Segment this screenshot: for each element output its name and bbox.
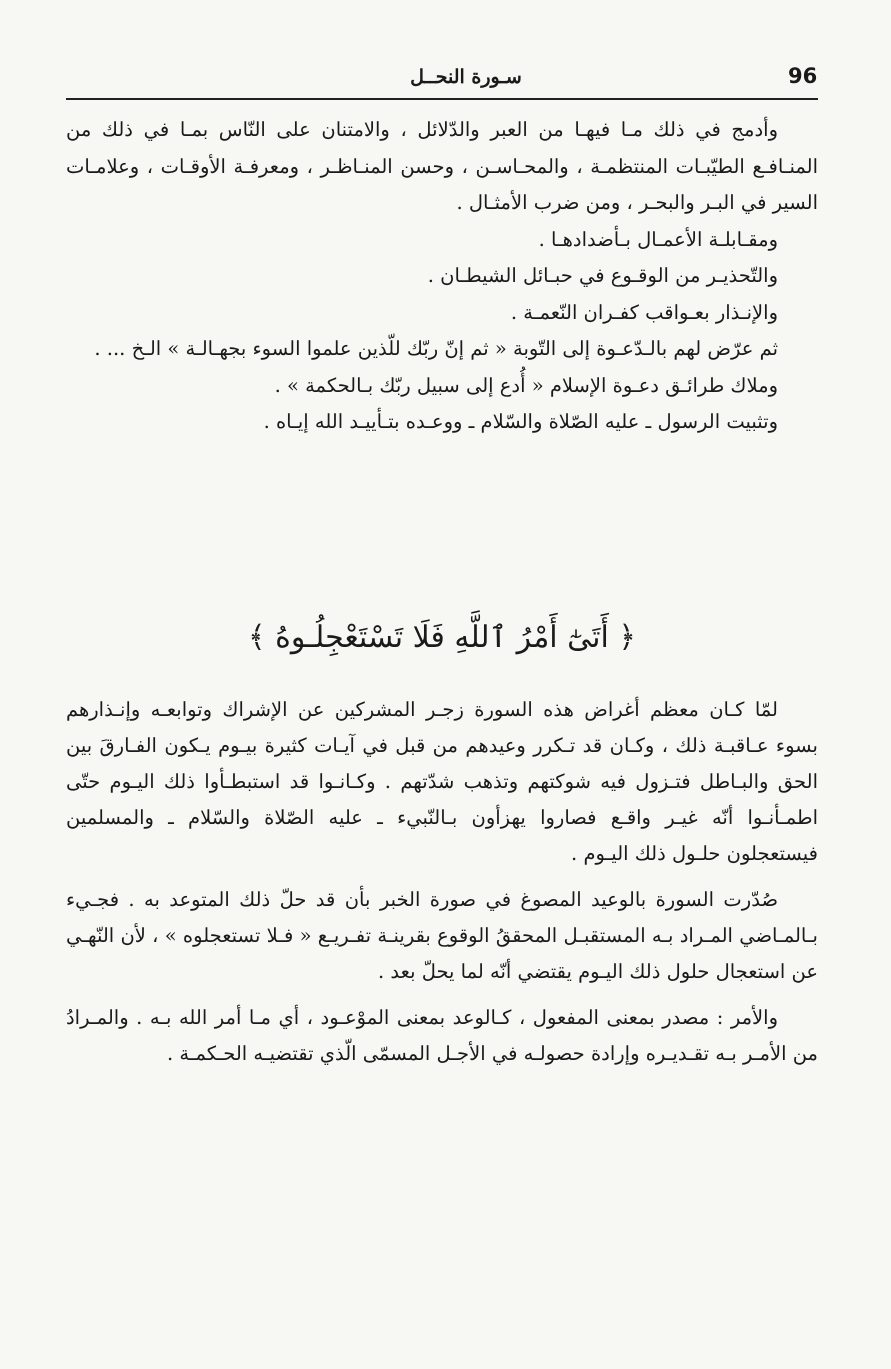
paragraph: وأدمج في ذلك مـا فيهـا من العبر والدّلائل ، والامتنان على النّاس بمـا في ذلك من المنـافـع الطيّبـات المنتظمـة ، والمحـاسـن ، وحسن المنـاظـر ، ومعرفـة الأوقـات ، وعلامـات السير في البـر والبحـر ، ومن ضرب الأمثـال . — [66, 118, 818, 214]
paragraph: لمّا كـان معظم أغراض هذه السورة زجـر المشركين عن الإشراك وتوابعـه وإنـذارهم بسوء عـاقبـة ذلك ، وكـان قد تـكرر وعيدهم من قبل في آيـات كثيرة بيـوم يـكون الفـارقَ بين الحق والبـاطل فتـزول فيه شوكتهم وتذهب شدّتهم . وكـانـوا قد استبطـأوا ذلك اليـوم حتّى اطمـأنـوا أنّه غيـر واقـع فصاروا يهزأون بـالنّبيء ـ عليه الصّلاة والسّلام ـ والمسلمين فيستعجلون حلـول ذلك اليـوم . — [66, 698, 818, 865]
paragraph: ومقـابلـة الأعمـال بـأضدادهـا . — [538, 227, 778, 251]
section-intro-text — [66, 112, 818, 441]
paragraph: وتثبيت الرسول ـ عليه الصّلاة والسّلام ـ ووعـده بتـأييـد الله إيـاه . — [263, 410, 778, 433]
paragraph: وملاك طرائـق دعـوة الإسلام « أُدع إلى سبيل ربّك بـالحكمة » . — [274, 373, 778, 397]
paragraph: ثم عرّض لهم بالـدّعـوة إلى التّوبة « ثم إنّ ربّك للّذين علموا السوء بجهـالـة » الـخ ... . — [94, 337, 778, 360]
page-number: 96 — [788, 64, 818, 88]
paragraph: والأمر : مصدر بمعنى المفعول ، كـالوعد بمعنى الموْعـود ، أي مـا أمر الله بـه . والمـرادُ من الأمـر بـه تقـديـره وإرادة حصولـه في الأجـل المسمّى الّذي تقتضيـه الحـكمـة . — [66, 1006, 818, 1065]
page-header — [66, 58, 818, 100]
quran-verse: ﴿ أَتَىٰٓ أَمْرُ ٱللَّهِ فَلَا تَسْتَعْجِلُـوهُ ﴾ — [248, 620, 636, 655]
paragraph: والإنـذار بعـواقب كفـران النّعمـة . — [510, 300, 778, 324]
paragraph: والتّحذيـر من الوقـوع في حبـائل الشيطـان . — [427, 264, 778, 287]
paragraph: صُدّرت السورة بالوعيد المصوغ في صورة الخبر بأن قد حلّ ذلك المتوعد به . فجـيء بـالمـاضي المـراد بـه المستقبـل المحققُ الوقوع بقرينـة تفـريـع « فـلا تستعجلوه » ، لأن النّهـي عن استعجال حلول ذلك اليـوم يقتضي أنّه لما يحلّ بعد . — [66, 888, 818, 983]
verse-commentary — [66, 692, 818, 1082]
running-head: سـورة النحــل — [410, 66, 522, 88]
